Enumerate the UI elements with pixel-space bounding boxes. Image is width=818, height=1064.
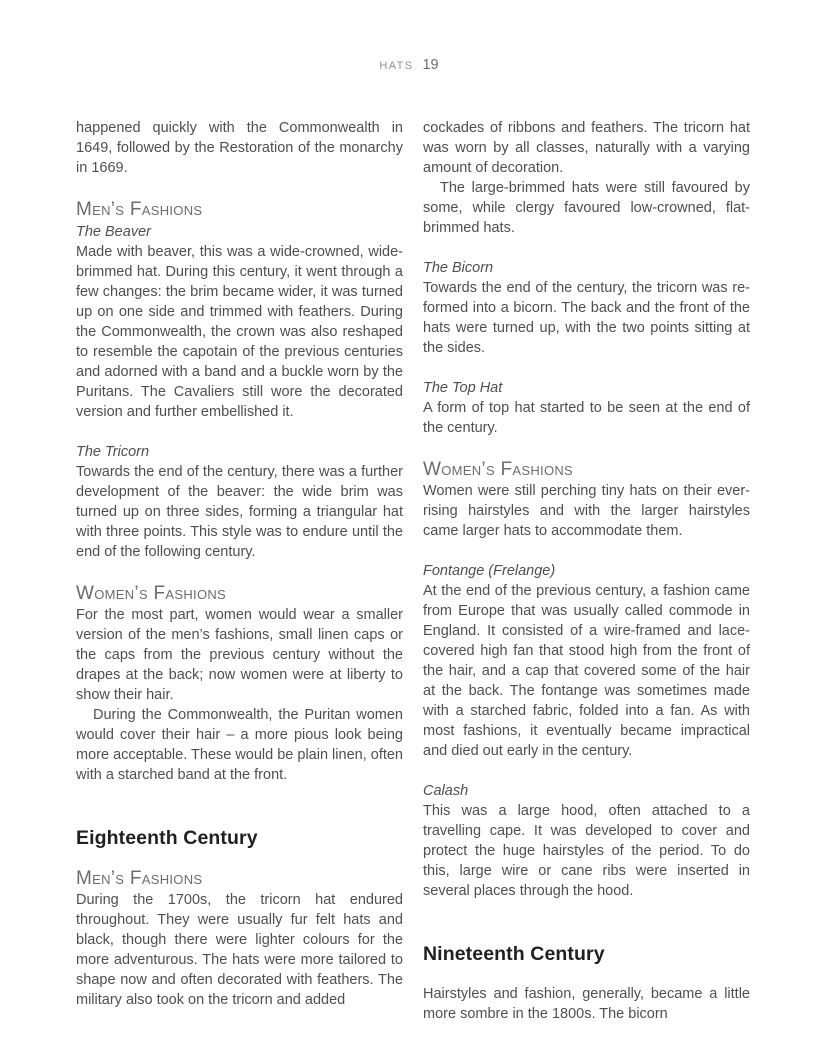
subsection-heading-the-tricorn: The Tricorn (76, 444, 150, 460)
section-heading-womens-fashions: Women’s Fashions (423, 459, 574, 480)
paragraph: Hairstyles and fashion, generally, became a little more sombre in the 1800s. The bicorn (423, 986, 750, 1022)
paragraph: A form of top hat started to be seen at the end of the century. (423, 400, 750, 436)
right-column (423, 118, 750, 1024)
paragraph: cockades of ribbons and feathers. The tricorn hat was worn by all classes, naturally with a varying amount of decoration. (423, 120, 750, 176)
section-heading-womens-fashions: Women’s Fashions (76, 583, 227, 604)
chapter-heading-nineteenth-century: Nineteenth Century (423, 943, 605, 965)
paragraph: Women were still perching tiny hats on their ever-rising hairstyles and with the larger hairstyles came larger hats to accommodate them. (423, 483, 750, 539)
paragraph: happened quickly with the Commonwealth in 1649, followed by the Restoration of the monarchy in 1669. (76, 120, 403, 176)
subsection-heading-calash: Calash (423, 783, 469, 799)
paragraph: During the Commonwealth, the Puritan women would cover their hair – a more pious look being more acceptable. These would be plain linen, often with a starched band at the front. (76, 707, 404, 783)
section-heading-mens-fashions: Men’s Fashions (76, 199, 203, 220)
chapter-heading-eighteenth-century: Eighteenth Century (76, 827, 258, 849)
running-header (0, 56, 818, 74)
subsection-heading-the-top-hat: The Top Hat (423, 380, 503, 396)
paragraph: For the most part, women would wear a smaller version of the men’s fashions, small linen caps or the caps from the previous century without the drapes at the back; now women were at liberty to show their hair. (76, 607, 403, 703)
paragraph: At the end of the previous century, a fashion came from Europe that was usually called commode in England. It consisted of a wire-framed and lace-covered high fan that stood high from the front of the hair, and a cap that covered some of the hair at the back. The fontange was sometimes made with a starched fabric, folded into a fan. As with most fashions, it eventually became impractical and died out early in the century. (423, 583, 750, 759)
paragraph: Made with beaver, this was a wide-crowned, wide-brimmed hat. During this century, it went through a few changes: the brim became wider, it was turned up on one side and trimmed with feathers. During the Commonwealth, the crown was also reshaped to resemble the capotain of the previous centuries and adorned with a band and a buckle worn by the Puritans. The Cavaliers still wore the decorated version and further embellished it. (76, 244, 403, 420)
paragraph: During the 1700s, the tricorn hat endured throughout. They were usually fur felt hats and black, though there were lighter colours for the more adventurous. The hats were more tailored to shape now and often decorated with feathers. The military also took on the tricorn and added (76, 892, 403, 1008)
subsection-heading-the-bicorn: The Bicorn (423, 260, 494, 276)
page-number: 19 (422, 57, 439, 73)
two-column-text (76, 118, 750, 1024)
paragraph: The large-brimmed hats were still favoured by some, while clergy favoured low-crowned, flat-brimmed hats. (423, 180, 750, 236)
subsection-heading-fontange: Fontange (Frelange) (423, 563, 556, 579)
section-heading-mens-fashions: Men’s Fashions (76, 868, 203, 889)
paragraph: This was a large hood, often attached to a travelling cape. It was developed to cover and protect the huge hairstyles of the period. To do this, large wire or cane ribs were inserted in several places through the hood. (423, 803, 750, 899)
paragraph: Towards the end of the century, the tricorn was re-formed into a bicorn. The back and the front of the hats were turned up, with the two points sitting at the sides. (423, 280, 750, 356)
subsection-heading-the-beaver: The Beaver (76, 224, 151, 240)
left-column (76, 118, 403, 1024)
book-title: HATS (379, 60, 414, 72)
paragraph: Towards the end of the century, there was a further development of the beaver: the wide brim was turned up on three sides, forming a triangular hat with three points. This style was to endure until the end of the following century. (76, 464, 403, 560)
